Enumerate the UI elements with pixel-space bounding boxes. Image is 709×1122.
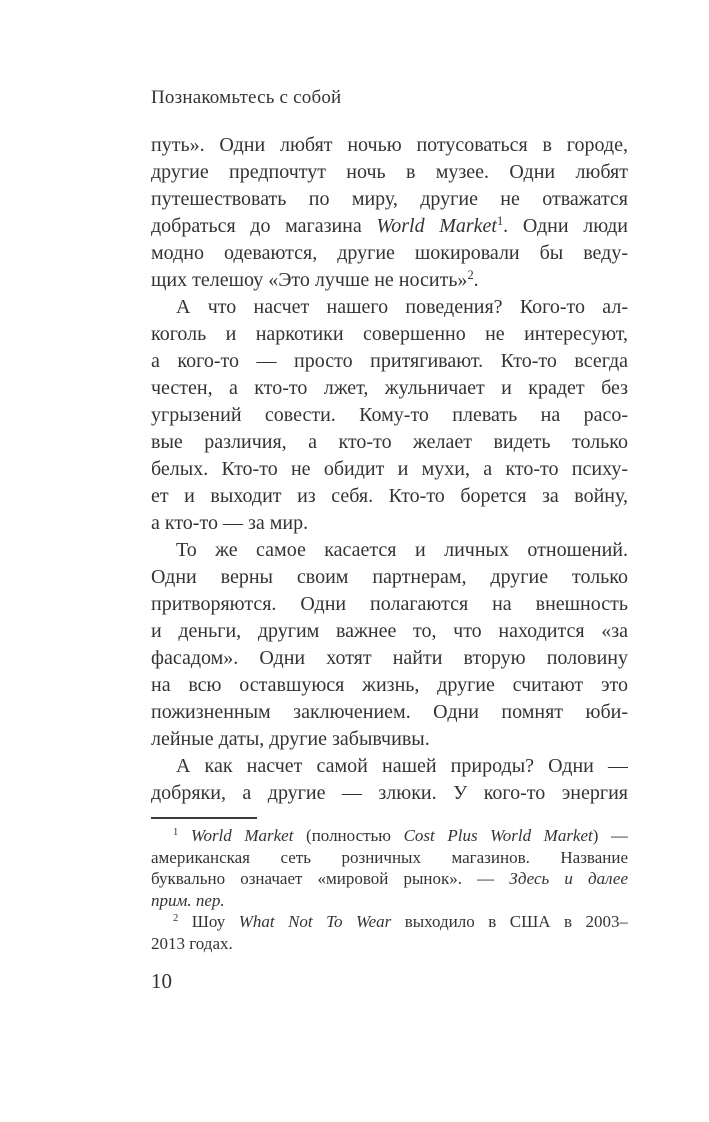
- page-number: 10: [151, 969, 172, 993]
- text-line: угрызений совести. Кому-то плевать на расо-: [151, 404, 628, 426]
- text-line: лейные даты, другие забывчивы.: [151, 728, 430, 750]
- text-line: фасадом». Одни хотят найти вторую половину: [151, 647, 628, 669]
- text-line: коголь и наркотики совершенно не интересуют,: [151, 323, 628, 345]
- body-paragraph: [151, 132, 628, 294]
- text-line: другие предпочтут ночь в музее. Одни любят: [151, 161, 628, 183]
- body-paragraph: [151, 294, 628, 537]
- text-line: белых. Кто-то не обидит и мухи, а кто-то психу-: [151, 458, 628, 480]
- text-line: пожизненным заключением. Одни помнят юби-: [151, 701, 628, 723]
- text-line: путь». Одни любят ночью потусоваться в городе,: [151, 134, 628, 156]
- text-line: щих телешоу «Это лучше не носить»$^2$.: [151, 268, 479, 291]
- footnote-line: буквально означает «мировой рынок». — Здесь и далее: [151, 869, 628, 888]
- footnote-line: американская сеть розничных магазинов. Название: [151, 847, 628, 867]
- text-line: А что насчет нашего поведения? Кого-то ал-: [176, 296, 628, 318]
- text-line: вые различия, а кто-то желает видеть только: [151, 431, 628, 453]
- body-paragraph: [151, 753, 628, 807]
- text-line: Одни верны своим партнерам, другие только: [151, 566, 628, 588]
- body-paragraph: [151, 537, 628, 753]
- footnote-line: $^2$ Шоу What Not To Wear выходило в США в 2003–: [173, 912, 628, 931]
- text-line: добраться до магазина World Market$^1$. Одни люди: [151, 214, 628, 237]
- text-line: а кто-то — за мир.: [151, 512, 309, 534]
- body-text: [151, 132, 628, 807]
- footnote-line: 2013 годах.: [151, 933, 233, 953]
- footnote-separator: [151, 817, 257, 819]
- footnote: [151, 825, 628, 911]
- text-line: ет и выходит из себя. Кто-то борется за войну,: [151, 485, 628, 507]
- text-line: путешествовать по миру, другие не отважатся: [151, 188, 628, 210]
- footnote-line: $^1$ World Market (полностью Cost Plus World Market) —: [173, 826, 628, 845]
- text-line: а кого-то — просто притягивают. Кто-то всегда: [151, 350, 628, 372]
- text-line: А как насчет самой нашей природы? Одни —: [176, 755, 628, 777]
- footnote-line: прим. пер.: [151, 890, 225, 910]
- text-line: притворяются. Одни полагаются на внешность: [151, 593, 628, 615]
- text-line: честен, а кто-то лжет, жульничает и крадет без: [151, 377, 628, 399]
- footnote: [151, 911, 628, 954]
- text-line: добряки, а другие — злюки. У кого-то энергия: [151, 782, 628, 804]
- running-header: Познакомьтесь с собой: [151, 87, 342, 108]
- footnotes: [151, 825, 628, 954]
- text-line: и деньги, другим важнее то, что находится «за: [151, 620, 628, 642]
- text-line: То же самое касается и личных отношений.: [176, 539, 628, 561]
- text-line: модно одеваются, другие шокировали бы веду-: [151, 242, 628, 264]
- text-line: на всю оставшуюся жизнь, другие считают это: [151, 674, 628, 696]
